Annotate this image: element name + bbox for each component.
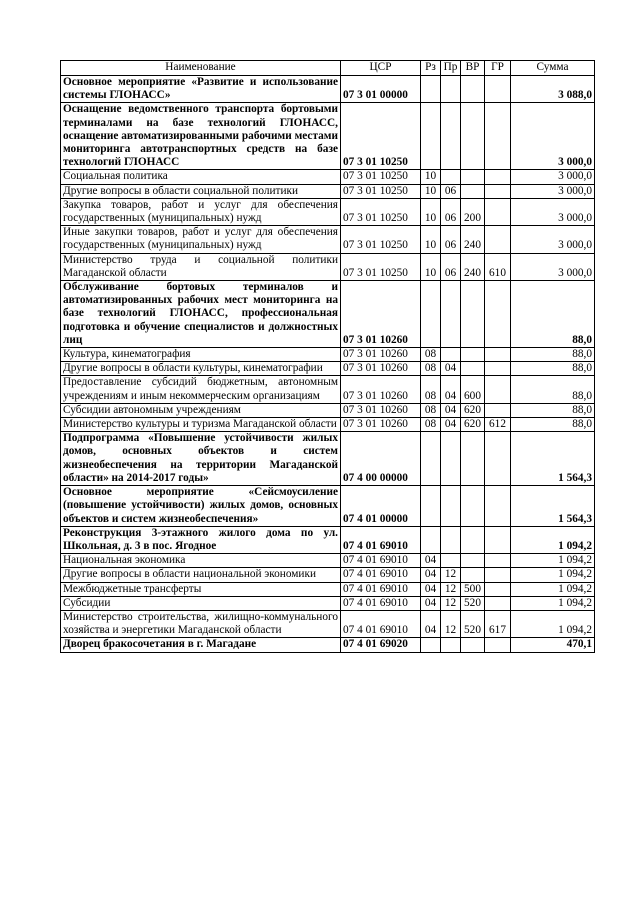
cell-pr: 04 <box>441 362 461 376</box>
cell-rz <box>421 281 441 348</box>
cell-sum: 3 000,0 <box>511 184 595 198</box>
cell-rz: 08 <box>421 418 441 432</box>
cell-gr: 617 <box>485 610 511 637</box>
cell-pr: 06 <box>441 253 461 280</box>
cell-sum: 3 000,0 <box>511 198 595 225</box>
cell-name: Социальная политика <box>61 170 341 184</box>
cell-sum: 3 000,0 <box>511 170 595 184</box>
cell-pr: 06 <box>441 198 461 225</box>
table-row <box>61 362 595 376</box>
table-row <box>61 418 595 432</box>
header-pr: Пр <box>441 61 461 76</box>
table-row <box>61 568 595 582</box>
cell-rz <box>421 76 441 103</box>
cell-gr <box>485 226 511 253</box>
cell-csr: 07 3 01 10260 <box>341 376 421 403</box>
cell-gr <box>485 582 511 596</box>
cell-name: Другие вопросы в области культуры, кинематографии <box>61 362 341 376</box>
cell-rz: 10 <box>421 226 441 253</box>
cell-sum: 88,0 <box>511 376 595 403</box>
cell-csr: 07 4 01 69010 <box>341 526 421 553</box>
cell-pr: 04 <box>441 376 461 403</box>
cell-vr: 240 <box>461 253 485 280</box>
cell-pr <box>441 486 461 527</box>
header-vr: ВР <box>461 61 485 76</box>
cell-pr <box>441 638 461 652</box>
header-gr: ГР <box>485 61 511 76</box>
cell-name: Основное мероприятие «Развитие и использование системы ГЛОНАСС» <box>61 76 341 103</box>
cell-gr: 610 <box>485 253 511 280</box>
table-row <box>61 582 595 596</box>
cell-rz <box>421 486 441 527</box>
cell-pr <box>441 526 461 553</box>
cell-gr <box>485 568 511 582</box>
cell-rz: 10 <box>421 184 441 198</box>
cell-gr <box>485 103 511 170</box>
cell-gr: 612 <box>485 418 511 432</box>
cell-gr <box>485 596 511 610</box>
cell-pr: 04 <box>441 403 461 417</box>
cell-gr <box>485 403 511 417</box>
table-row <box>61 103 595 170</box>
cell-csr: 07 4 01 69010 <box>341 568 421 582</box>
cell-sum: 1 094,2 <box>511 610 595 637</box>
cell-name: Министерство строительства, жилищно-коммунального хозяйства и энергетики Магаданской области <box>61 610 341 637</box>
cell-name: Субсидии автономным учреждениям <box>61 403 341 417</box>
cell-csr: 07 4 01 69010 <box>341 610 421 637</box>
cell-vr <box>461 554 485 568</box>
table-row <box>61 403 595 417</box>
cell-rz: 04 <box>421 568 441 582</box>
cell-rz: 04 <box>421 596 441 610</box>
cell-sum: 1 564,3 <box>511 486 595 527</box>
table-row <box>61 76 595 103</box>
cell-csr: 07 3 01 10250 <box>341 226 421 253</box>
cell-gr <box>485 554 511 568</box>
cell-pr <box>441 432 461 486</box>
cell-name: Министерство культуры и туризма Магаданской области <box>61 418 341 432</box>
cell-vr <box>461 638 485 652</box>
cell-pr: 06 <box>441 226 461 253</box>
cell-pr <box>441 348 461 362</box>
cell-vr <box>461 526 485 553</box>
cell-csr: 07 3 01 10250 <box>341 198 421 225</box>
cell-vr: 520 <box>461 610 485 637</box>
cell-vr: 620 <box>461 403 485 417</box>
cell-rz: 08 <box>421 376 441 403</box>
table-row <box>61 253 595 280</box>
table-header-row <box>61 61 595 76</box>
cell-sum: 1 094,2 <box>511 554 595 568</box>
cell-csr: 07 3 01 10260 <box>341 362 421 376</box>
cell-csr: 07 3 01 10260 <box>341 418 421 432</box>
cell-csr: 07 4 01 69020 <box>341 638 421 652</box>
cell-name: Национальная экономика <box>61 554 341 568</box>
cell-name: Обслуживание бортовых терминалов и автоматизированных рабочих мест мониторинга на базе технологий ГЛОНАСС, профессиональная подготовка и обучение специалистов и должностных лиц <box>61 281 341 348</box>
cell-name: Межбюджетные трансферты <box>61 582 341 596</box>
cell-sum: 1 094,2 <box>511 596 595 610</box>
cell-pr <box>441 281 461 348</box>
budget-table <box>60 60 595 653</box>
cell-name: Закупка товаров, работ и услуг для обеспечения государственных (муниципальных) нужд <box>61 198 341 225</box>
cell-sum: 1 094,2 <box>511 568 595 582</box>
table-row <box>61 281 595 348</box>
cell-rz: 10 <box>421 170 441 184</box>
table-row <box>61 432 595 486</box>
cell-rz: 08 <box>421 403 441 417</box>
cell-gr <box>485 486 511 527</box>
cell-gr <box>485 638 511 652</box>
cell-vr <box>461 103 485 170</box>
cell-gr <box>485 170 511 184</box>
cell-gr <box>485 348 511 362</box>
cell-gr <box>485 362 511 376</box>
cell-name: Предоставление субсидий бюджетным, автономным учреждениям и иным некоммерческим организациям <box>61 376 341 403</box>
cell-gr <box>485 198 511 225</box>
cell-csr: 07 3 01 00000 <box>341 76 421 103</box>
cell-sum: 88,0 <box>511 362 595 376</box>
cell-name: Министерство труда и социальной политики Магаданской области <box>61 253 341 280</box>
cell-vr: 500 <box>461 582 485 596</box>
cell-vr <box>461 76 485 103</box>
cell-vr <box>461 486 485 527</box>
cell-csr: 07 3 01 10250 <box>341 253 421 280</box>
cell-csr: 07 4 00 00000 <box>341 432 421 486</box>
cell-name: Другие вопросы в области социальной политики <box>61 184 341 198</box>
cell-rz <box>421 638 441 652</box>
cell-pr: 12 <box>441 610 461 637</box>
cell-name: Реконструкция 3-этажного жилого дома по ул. Школьная, д. 3 в пос. Ягодное <box>61 526 341 553</box>
table-row <box>61 376 595 403</box>
table-row <box>61 184 595 198</box>
cell-rz <box>421 432 441 486</box>
cell-sum: 3 000,0 <box>511 103 595 170</box>
cell-sum: 88,0 <box>511 348 595 362</box>
cell-vr: 600 <box>461 376 485 403</box>
cell-pr: 12 <box>441 596 461 610</box>
cell-csr: 07 3 01 10250 <box>341 170 421 184</box>
cell-sum: 3 000,0 <box>511 226 595 253</box>
header-rz: Рз <box>421 61 441 76</box>
cell-gr <box>485 526 511 553</box>
cell-pr: 12 <box>441 582 461 596</box>
cell-pr: 04 <box>441 418 461 432</box>
cell-pr <box>441 170 461 184</box>
cell-name: Оснащение ведомственного транспорта бортовыми терминалами на базе технологий ГЛОНАСС, оснащение автоматизированными рабочими местами мониторинга автотранспортных средств на базе технологий ГЛОНАСС <box>61 103 341 170</box>
cell-csr: 07 3 01 10250 <box>341 103 421 170</box>
cell-rz: 08 <box>421 362 441 376</box>
table-row <box>61 348 595 362</box>
cell-gr <box>485 184 511 198</box>
table-row <box>61 486 595 527</box>
cell-csr: 07 4 01 69010 <box>341 596 421 610</box>
cell-name: Дворец бракосочетания в г. Магадане <box>61 638 341 652</box>
cell-sum: 88,0 <box>511 403 595 417</box>
cell-gr <box>485 281 511 348</box>
cell-sum: 1 094,2 <box>511 526 595 553</box>
header-csr: ЦСР <box>341 61 421 76</box>
cell-csr: 07 4 01 69010 <box>341 582 421 596</box>
cell-name: Основное мероприятие «Сейсмоусиление (повышение устойчивости) жилых домов, основных объектов и систем жизнеобеспечения» <box>61 486 341 527</box>
cell-sum: 88,0 <box>511 418 595 432</box>
cell-rz <box>421 526 441 553</box>
cell-rz: 04 <box>421 554 441 568</box>
cell-pr <box>441 554 461 568</box>
cell-sum: 1 094,2 <box>511 582 595 596</box>
cell-name: Культура, кинематография <box>61 348 341 362</box>
cell-vr <box>461 568 485 582</box>
table-row <box>61 638 595 652</box>
cell-rz: 04 <box>421 610 441 637</box>
cell-csr: 07 3 01 10260 <box>341 348 421 362</box>
table-row <box>61 610 595 637</box>
cell-csr: 07 3 01 10260 <box>341 403 421 417</box>
cell-vr <box>461 348 485 362</box>
cell-vr <box>461 184 485 198</box>
table-row <box>61 170 595 184</box>
table-row <box>61 526 595 553</box>
cell-vr <box>461 432 485 486</box>
cell-pr <box>441 76 461 103</box>
cell-pr: 12 <box>441 568 461 582</box>
cell-csr: 07 4 01 69010 <box>341 554 421 568</box>
cell-name: Иные закупки товаров, работ и услуг для обеспечения государственных (муниципальных) нужд <box>61 226 341 253</box>
cell-rz <box>421 103 441 170</box>
cell-gr <box>485 76 511 103</box>
cell-gr <box>485 432 511 486</box>
cell-rz: 10 <box>421 253 441 280</box>
cell-name: Субсидии <box>61 596 341 610</box>
cell-rz: 04 <box>421 582 441 596</box>
header-sum: Сумма <box>511 61 595 76</box>
cell-pr <box>441 103 461 170</box>
cell-vr: 240 <box>461 226 485 253</box>
header-name: Наименование <box>61 61 341 76</box>
cell-name: Другие вопросы в области национальной экономики <box>61 568 341 582</box>
table-row <box>61 198 595 225</box>
table-row <box>61 226 595 253</box>
cell-csr: 07 4 01 00000 <box>341 486 421 527</box>
cell-csr: 07 3 01 10260 <box>341 281 421 348</box>
cell-vr: 520 <box>461 596 485 610</box>
cell-sum: 3 000,0 <box>511 253 595 280</box>
cell-vr <box>461 170 485 184</box>
cell-sum: 1 564,3 <box>511 432 595 486</box>
cell-vr: 620 <box>461 418 485 432</box>
cell-sum: 470,1 <box>511 638 595 652</box>
cell-pr: 06 <box>441 184 461 198</box>
cell-vr <box>461 362 485 376</box>
cell-vr: 200 <box>461 198 485 225</box>
cell-sum: 88,0 <box>511 281 595 348</box>
table-row <box>61 596 595 610</box>
table-row <box>61 554 595 568</box>
cell-name: Подпрограмма «Повышение устойчивости жилых домов, основных объектов и систем жизнеобеспечения на территории Магаданской области» на 2014-2017 годы» <box>61 432 341 486</box>
cell-vr <box>461 281 485 348</box>
cell-rz: 08 <box>421 348 441 362</box>
cell-gr <box>485 376 511 403</box>
cell-rz: 10 <box>421 198 441 225</box>
cell-sum: 3 088,0 <box>511 76 595 103</box>
cell-csr: 07 3 01 10250 <box>341 184 421 198</box>
